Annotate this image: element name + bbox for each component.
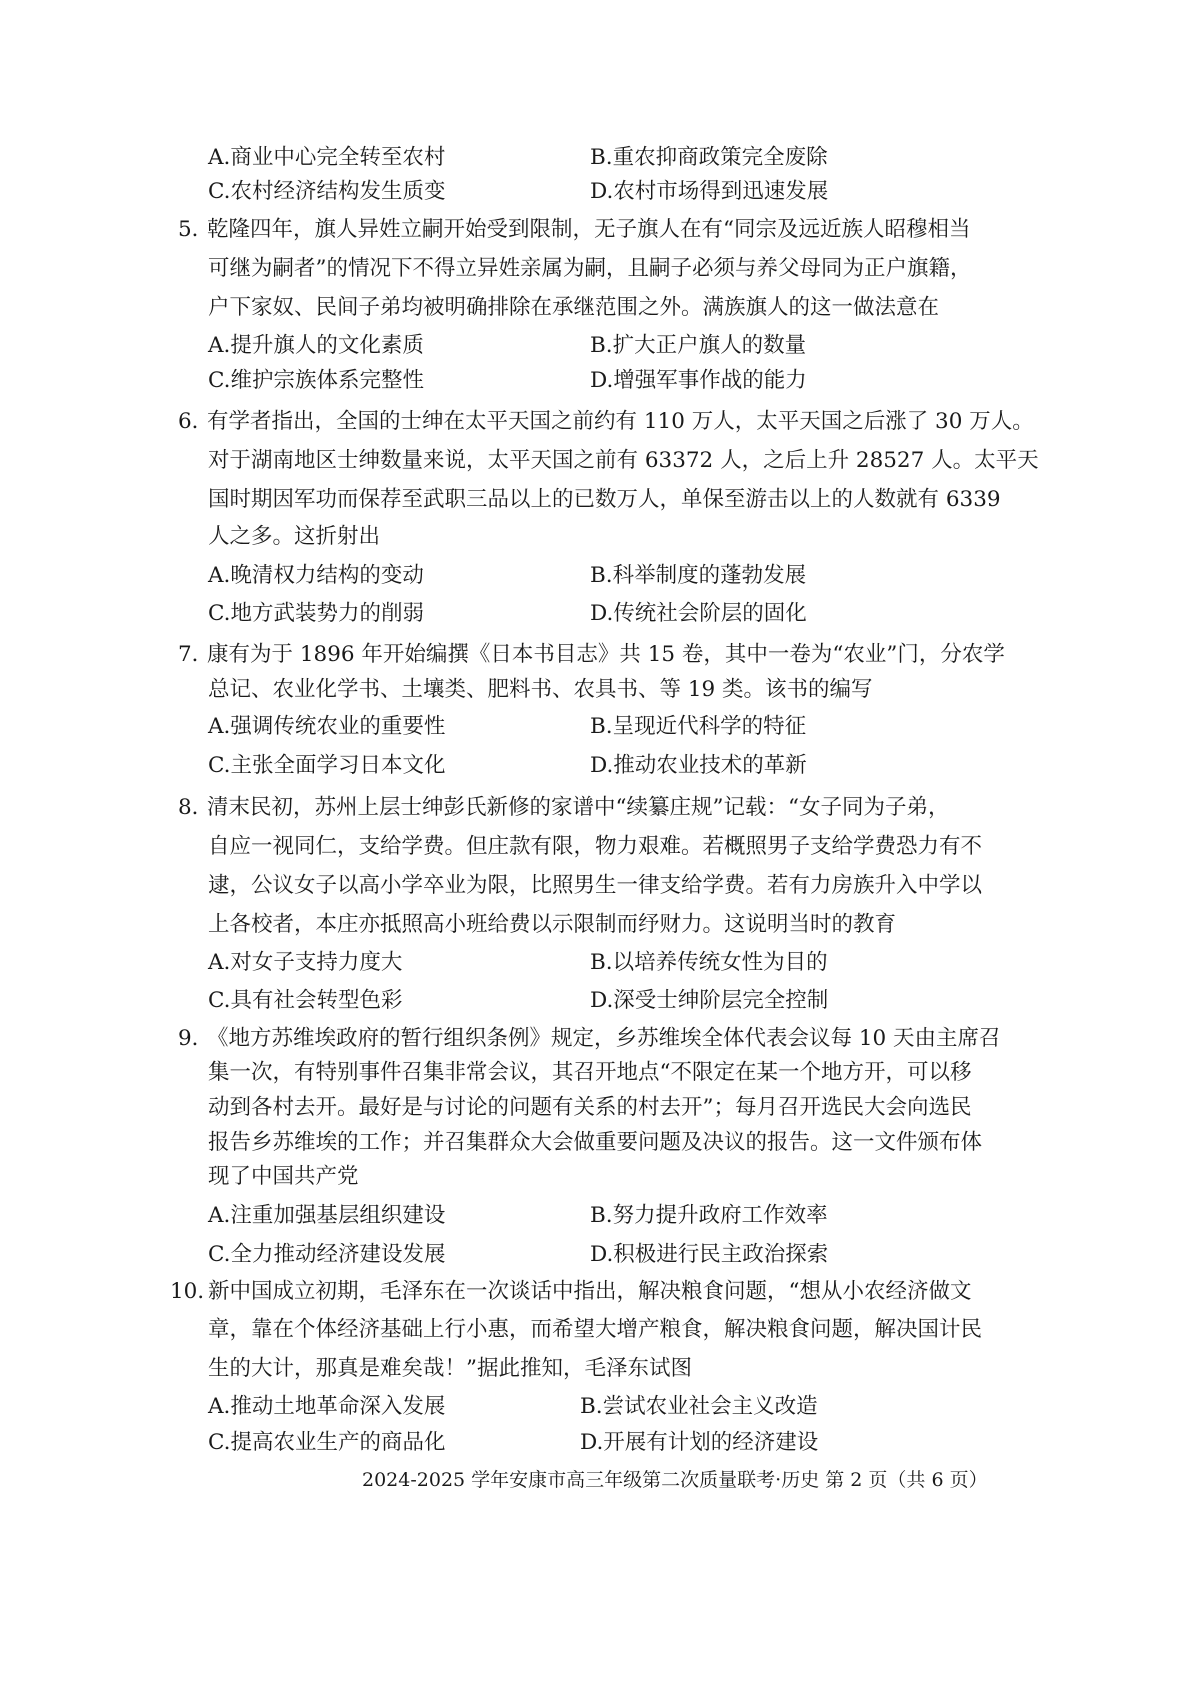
q9-line-3: 动到各村去开。最好是与讨论的问题有关系的村去开”；每月召开选民大会向选民 <box>208 1095 972 1120</box>
q5-option-c: C.维护宗族体系完整性 <box>208 368 425 393</box>
q5-line-3: 户下家奴、民间子弟均被明确排除在承继范围之外。满族旗人的这一做法意在 <box>208 295 940 320</box>
q6-option-b: B.科举制度的蓬勃发展 <box>590 563 807 588</box>
q7-option-b: B.呈现近代科学的特征 <box>590 714 807 739</box>
q10-option-b: B.尝试农业社会主义改造 <box>580 1394 818 1419</box>
q6-line-4: 人之多。这折射出 <box>208 524 381 549</box>
q8-option-a: A.对女子支持力度大 <box>208 950 403 975</box>
q9-option-b: B.努力提升政府工作效率 <box>590 1203 828 1228</box>
q7-option-c: C.主张全面学习日本文化 <box>208 753 446 778</box>
q10-option-d: D.开展有计划的经济建设 <box>580 1430 819 1455</box>
q9-option-c: C.全力推动经济建设发展 <box>208 1242 446 1267</box>
q6-number: 6． <box>178 409 214 434</box>
q8-line-3: 逮，公议女子以高小学卒业为限，比照男生一律支给学费。若有力房族升入中学以 <box>208 873 983 898</box>
q5-option-d: D.增强军事作战的能力 <box>590 368 807 393</box>
q8-line-1: 清末民初，苏州上层士绅彭氏新修的家谱中“续纂庄规”记载：“女子同为子弟， <box>207 795 950 820</box>
q9-option-a: A.注重加强基层组织建设 <box>208 1203 446 1228</box>
q6-line-1: 有学者指出，全国的士绅在太平天国之前约有 110 万人，太平天国之后涨了 30 万人。 <box>207 409 1034 434</box>
q5-number: 5． <box>178 217 214 242</box>
q5-line-2: 可继为嗣者”的情况下不得立异姓亲属为嗣，且嗣子必须与养父母同为正户旗籍， <box>208 256 972 281</box>
q4-option-c: C.农村经济结构发生质变 <box>208 179 446 204</box>
q5-option-a: A.提升旗人的文化素质 <box>208 333 424 358</box>
q9-line-2: 集一次，有特别事件召集非常会议，其召开地点“不限定在某一个地方开，可以移 <box>208 1060 972 1085</box>
q4-option-b: B.重农抑商政策完全废除 <box>590 145 828 170</box>
q8-option-d: D.深受士绅阶层完全控制 <box>590 988 829 1013</box>
q10-line-2: 章，靠在个体经济基础上行小惠，而希望大增产粮食，解决粮食问题，解决国计民 <box>208 1317 983 1342</box>
q4-option-a: A.商业中心完全转至农村 <box>208 145 446 170</box>
q7-number: 7． <box>178 642 214 667</box>
q5-line-1: 乾隆四年，旗人异姓立嗣开始受到限制，无子旗人在有“同宗及远近族人昭穆相当 <box>207 217 971 242</box>
q9-line-4: 报告乡苏维埃的工作；并召集群众大会做重要问题及决议的报告。这一文件颁布体 <box>208 1130 983 1155</box>
q9-line-5: 现了中国共产党 <box>208 1164 359 1189</box>
q9-option-d: D.积极进行民主政治探索 <box>590 1242 829 1267</box>
q9-line-1: 《地方苏维埃政府的暂行组织条例》规定，乡苏维埃全体代表会议每 10 天由主席召 <box>207 1026 1001 1051</box>
q7-option-d: D.推动农业技术的革新 <box>590 753 807 778</box>
q8-option-c: C.具有社会转型色彩 <box>208 988 403 1013</box>
q7-line-2: 总记、农业化学书、土壤类、肥料书、农具书、等 19 类。该书的编写 <box>208 677 873 702</box>
q10-number: 10． <box>170 1279 219 1304</box>
q6-line-3: 国时期因军功而保荐至武职三品以上的已数万人，单保至游击以上的人数就有 6339 <box>208 487 1001 512</box>
q6-option-a: A.晚清权力结构的变动 <box>208 563 424 588</box>
q8-line-2: 自应一视同仁，支给学费。但庄款有限，物力艰难。若概照男子支给学费恐力有不 <box>208 834 983 859</box>
q6-line-2: 对于湖南地区士绅数量来说，太平天国之前有 63372 人，之后上升 28527 人。太平天 <box>208 448 1039 473</box>
q8-number: 8． <box>178 795 214 820</box>
page-footer: 2024-2025 学年安康市高三年级第二次质量联考·历史 第 2 页（共 6 页） <box>362 1469 988 1491</box>
q5-option-b: B.扩大正户旗人的数量 <box>590 333 807 358</box>
q7-option-a: A.强调传统农业的重要性 <box>208 714 446 739</box>
q6-option-c: C.地方武装势力的削弱 <box>208 601 425 626</box>
q10-line-1: 新中国成立初期，毛泽东在一次谈话中指出，解决粮食问题，“想从小农经济做文 <box>208 1279 972 1304</box>
q6-option-d: D.传统社会阶层的固化 <box>590 601 807 626</box>
q10-line-3: 生的大计，那真是难矣哉！”据此推知，毛泽东试图 <box>208 1356 692 1381</box>
q8-line-4: 上各校者，本庄亦抵照高小班给费以示限制而纾财力。这说明当时的教育 <box>208 912 897 937</box>
q7-line-1: 康有为于 1896 年开始编撰《日本书目志》共 15 卷，其中一卷为“农业”门，分农学 <box>207 642 1005 667</box>
q4-option-d: D.农村市场得到迅速发展 <box>590 179 829 204</box>
q10-option-a: A.推动土地革命深入发展 <box>208 1394 446 1419</box>
q10-option-c: C.提高农业生产的商品化 <box>208 1430 446 1455</box>
q8-option-b: B.以培养传统女性为目的 <box>590 950 828 975</box>
q9-number: 9． <box>178 1026 214 1051</box>
